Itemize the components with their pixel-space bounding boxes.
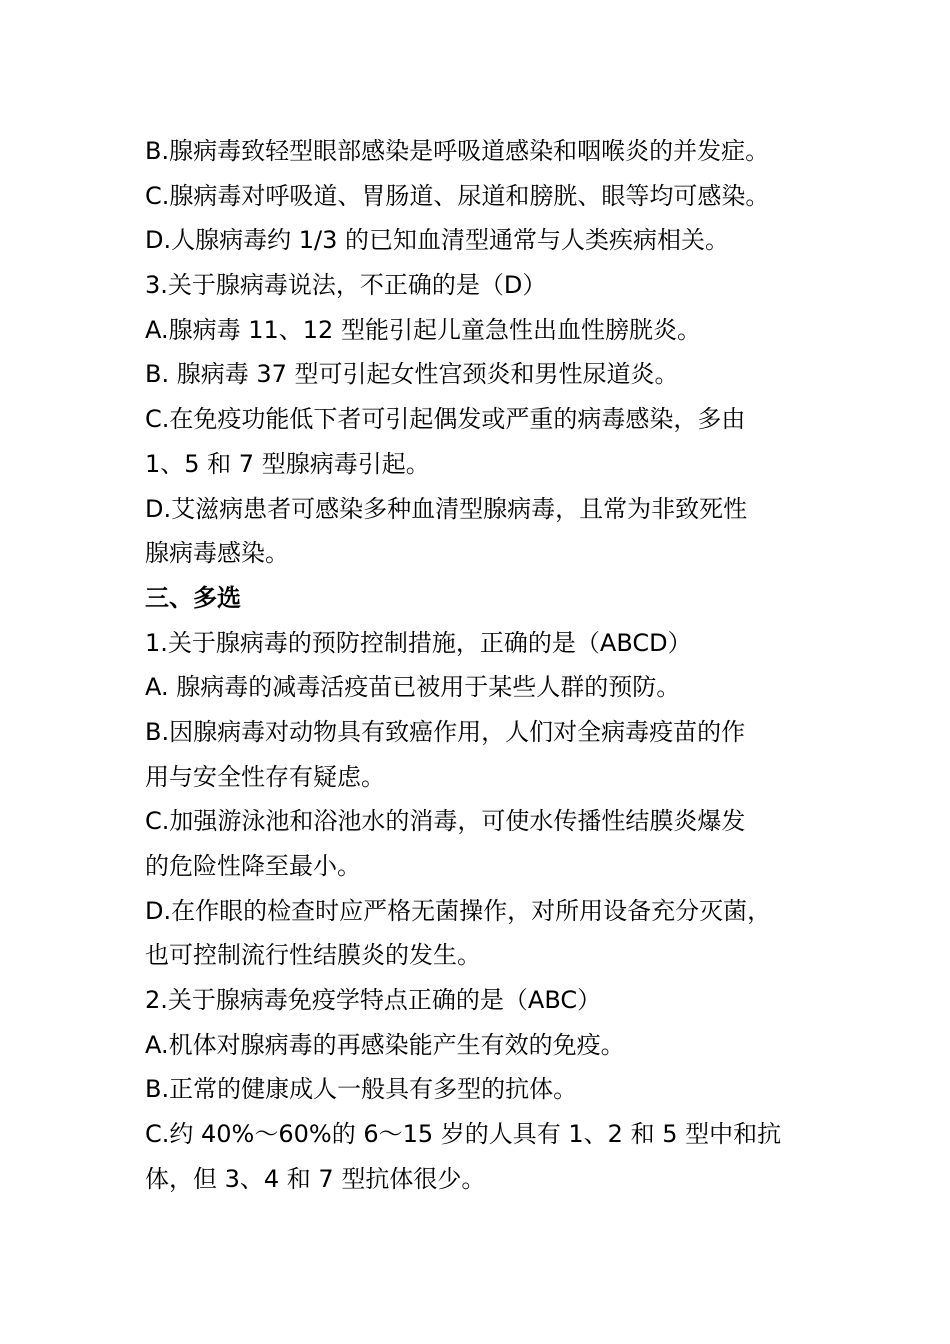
question-3-line: 3.关于腺病毒说法，不正确的是（D） bbox=[145, 271, 547, 300]
option-c-continuation-line: 1、5 和 7 型腺病毒引起。 bbox=[145, 449, 430, 478]
option-d-line: D.人腺病毒约 1/3 的已知血清型通常与人类疾病相关。 bbox=[145, 226, 729, 255]
option-d-continuation-line: 也可控制流行性结膜炎的发生。 bbox=[145, 941, 481, 970]
option-c-continuation-line: 的危险性降至最小。 bbox=[145, 852, 361, 880]
question-1-line: 1.关于腺病毒的预防控制措施，正确的是（ABCD） bbox=[145, 628, 692, 657]
option-a-line: A. 腺病毒的减毒活疫苗已被用于某些人群的预防。 bbox=[145, 673, 681, 702]
option-d-continuation-line: 腺病毒感染。 bbox=[145, 539, 289, 568]
document-page bbox=[145, 129, 845, 1202]
option-b-line: B.因腺病毒对动物具有致癌作用，人们对全病毒疫苗的作 bbox=[145, 717, 746, 746]
question-2-line: 2.关于腺病毒免疫学特点正确的是（ABC） bbox=[145, 986, 602, 1015]
option-b-continuation-line: 用与安全性存有疑虑。 bbox=[145, 762, 385, 791]
option-c-line: C.在免疫功能低下者可引起偶发或严重的病毒感染，多由 bbox=[145, 405, 746, 434]
option-c-line: C.约 40%～60%的 6～15 岁的人具有 1、2 和 5 型中和抗 bbox=[145, 1120, 782, 1149]
option-b-line: B.腺病毒致轻型眼部感染是呼吸道感染和咽喉炎的并发症。 bbox=[145, 137, 770, 165]
option-d-line: D.在作眼的检查时应严格无菌操作，对所用设备充分灭菌， bbox=[145, 896, 772, 925]
option-b-line: B.正常的健康成人一般具有多型的抗体。 bbox=[145, 1075, 578, 1104]
section-heading-multiple-choice: 三、多选 bbox=[145, 583, 241, 612]
option-d-line: D.艾滋病患者可感染多种血清型腺病毒，且常为非致死性 bbox=[145, 494, 748, 523]
option-c-line: C.腺病毒对呼吸道、胃肠道、尿道和膀胱、眼等均可感染。 bbox=[145, 181, 770, 210]
option-c-continuation-line: 体，但 3、4 和 7 型抗体很少。 bbox=[145, 1164, 486, 1193]
option-a-line: A.腺病毒 11、12 型能引起儿童急性出血性膀胱炎。 bbox=[145, 315, 701, 344]
option-a-line: A.机体对腺病毒的再感染能产生有效的免疫。 bbox=[145, 1030, 625, 1059]
option-c-line: C.加强游泳池和浴池水的消毒，可使水传播性结膜炎爆发 bbox=[145, 807, 746, 836]
option-b-line: B. 腺病毒 37 型可引起女性宫颈炎和男性尿道炎。 bbox=[145, 360, 679, 389]
